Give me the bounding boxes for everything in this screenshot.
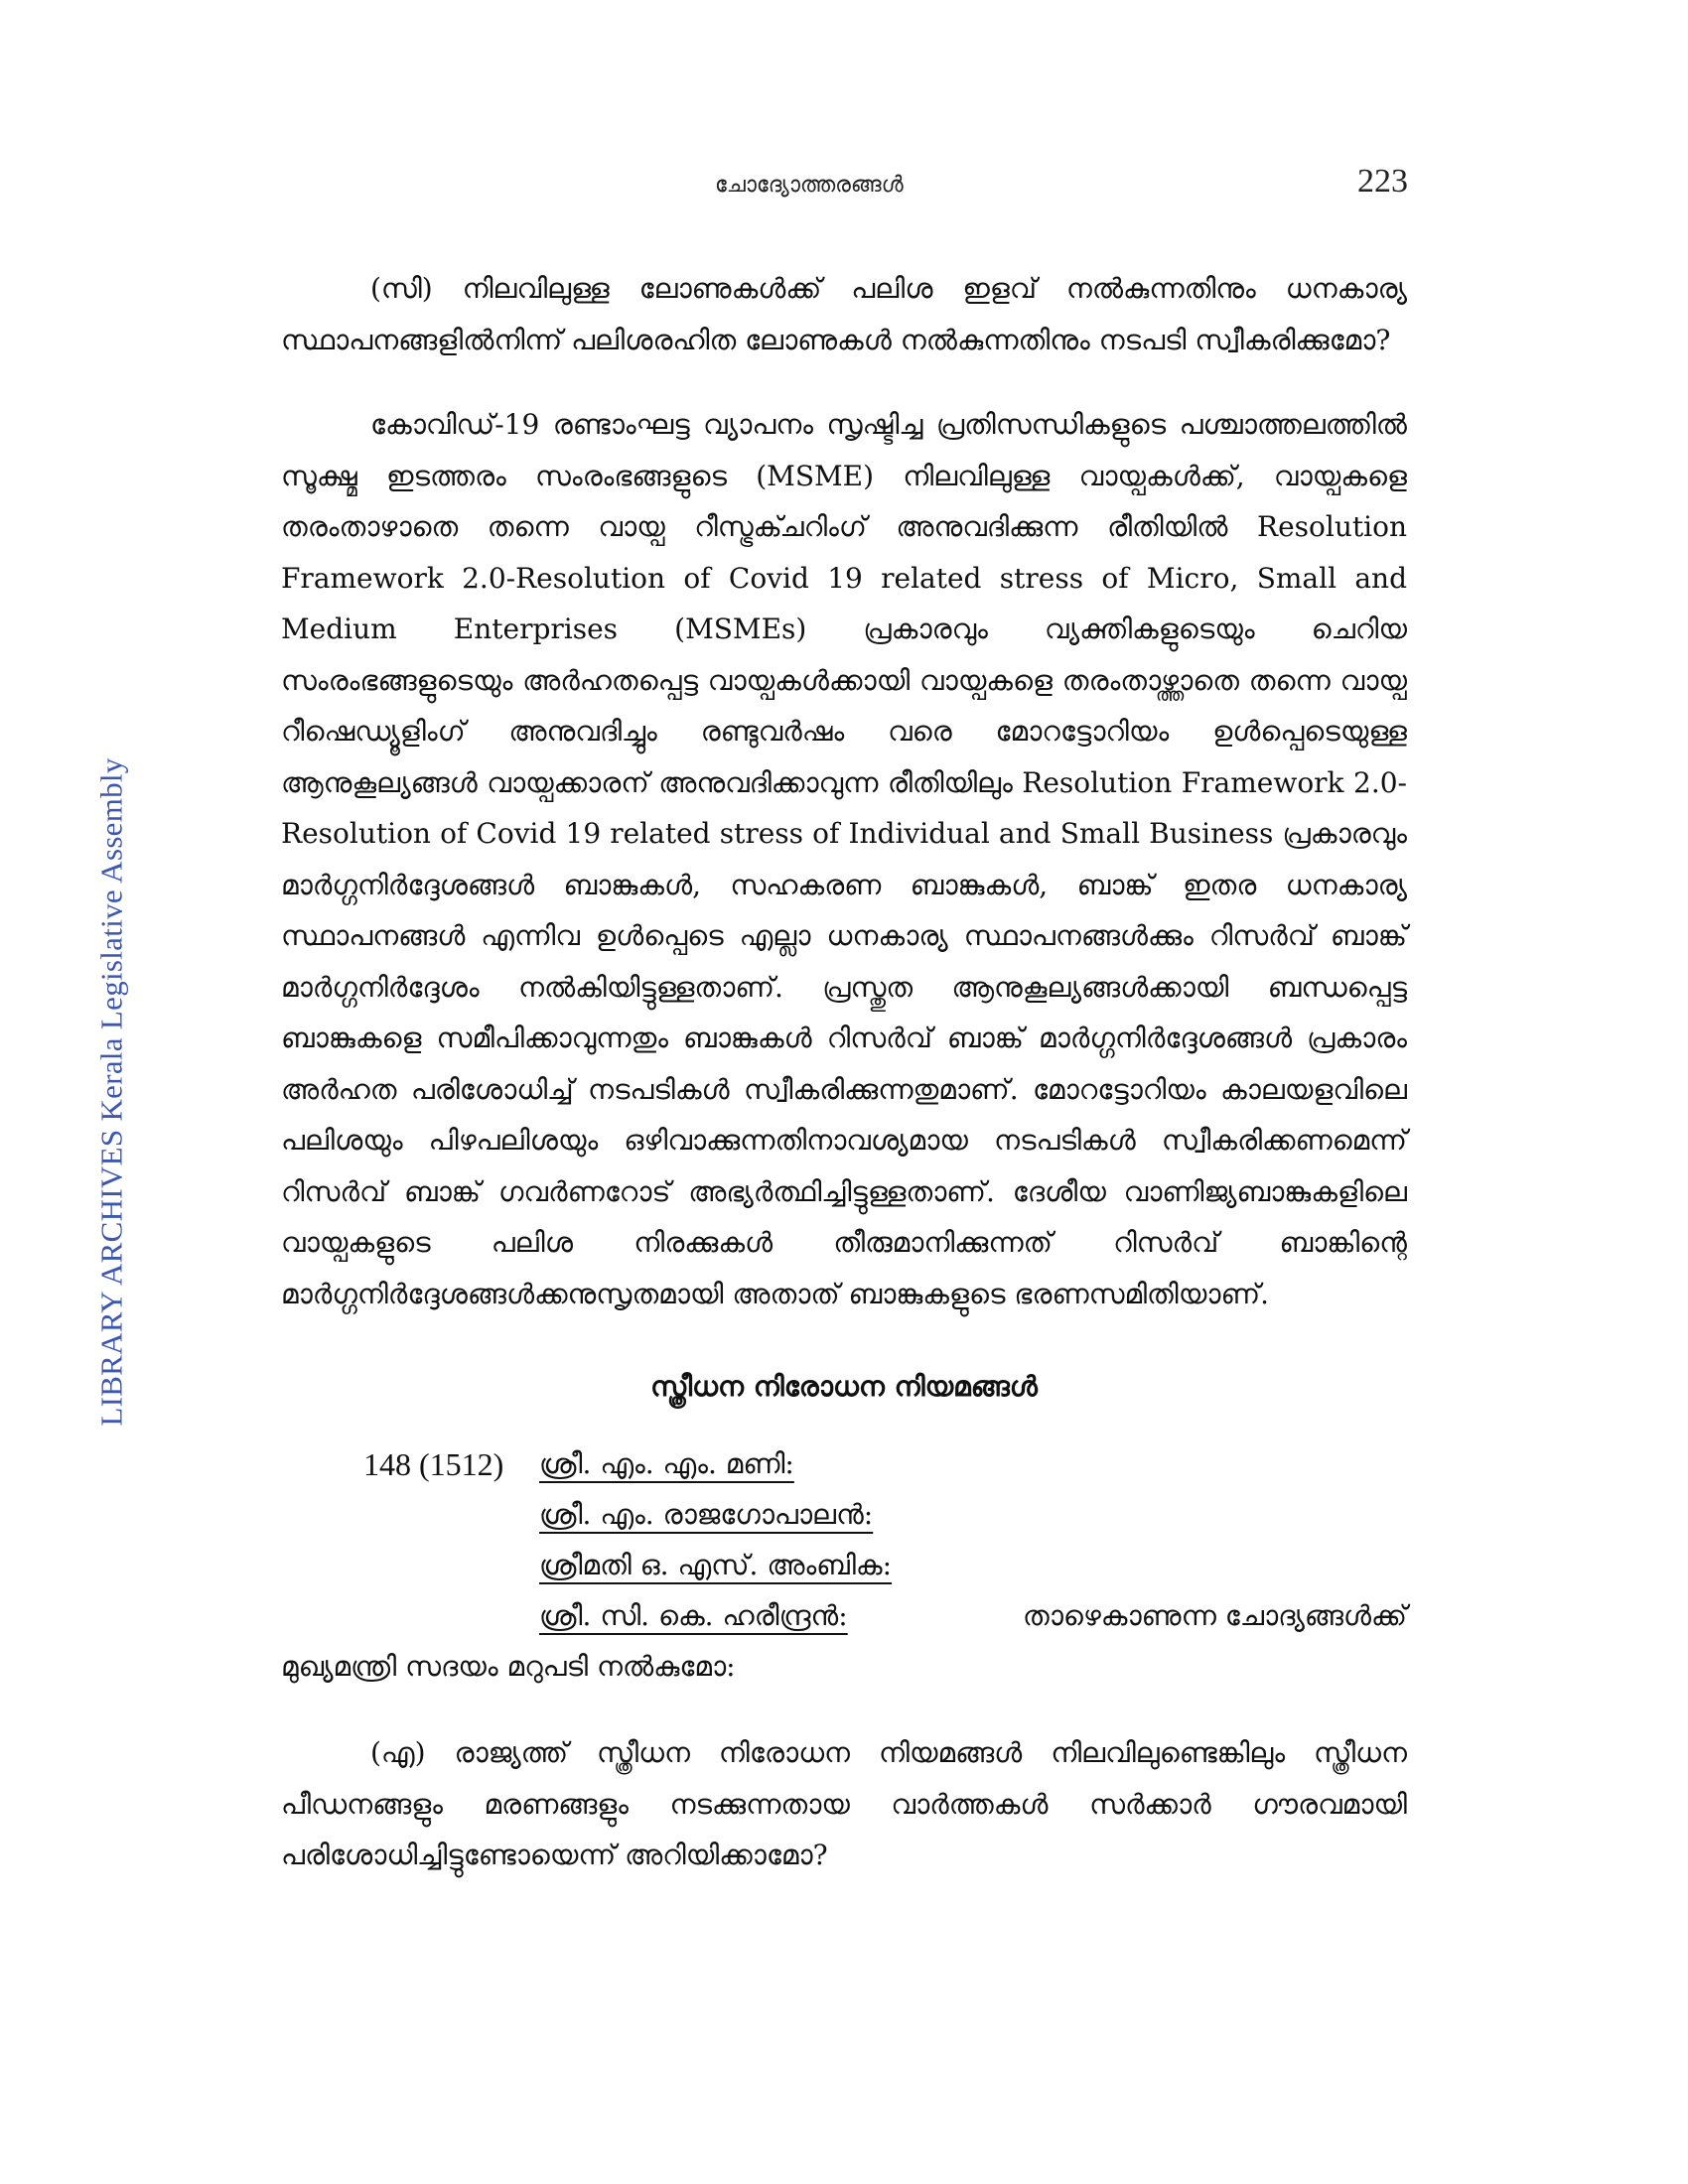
member-name xyxy=(539,1439,794,1489)
section-heading: സ്ത്രീധന നിരോധന നിയമങ്ങൾ xyxy=(650,1370,1038,1403)
member-name-text: ശ്രീ. എം. എം. മണി: xyxy=(539,1447,794,1480)
page-number: 223 xyxy=(1357,163,1408,200)
question-148-block xyxy=(281,1439,1407,1696)
running-head: ചോദ്യോത്തരങ്ങൾ xyxy=(715,173,904,198)
member-name xyxy=(539,1541,892,1590)
member-name-text: ശ്രീ. സി. കെ. ഹരീന്ദ്രൻ: xyxy=(539,1599,848,1632)
page-body xyxy=(281,263,1407,1881)
member-name-text: ശ്രീ. എം. രാജഗോപാലൻ: xyxy=(539,1498,874,1531)
member-name xyxy=(539,1490,873,1540)
archive-watermark xyxy=(87,735,137,1449)
question-c: (സി) നിലവിലുള്ള ലോണുകൾക്ക് പലിശ ഇളവ് നൽകുന്നതിനും ധനകാര്യ സ്ഥാപനങ്ങളിൽനിന്ന് പലിശരഹിത ലോണുകൾ നൽകുന്നതിനും നടപടി സ്വീകരിക്കുമോ? xyxy=(281,272,1407,356)
question-intro-text: താഴെകാണുന്ന ചോദ്യങ്ങൾക്ക് xyxy=(1022,1599,1407,1632)
member-name-last-line xyxy=(539,1591,1407,1641)
answer-paragraph: കോവിഡ്-19 രണ്ടാംഘട്ട വ്യാപനം സൃഷ്ടിച്ച പ്രതിസന്ധികളുടെ പശ്ചാത്തലത്തിൽ സൂക്ഷ്മ ഇടത്തരം സംരംഭങ്ങളുടെ (MSME) നിലവിലുള്ള വായ്പകൾക്ക്, വായ്പകളെ തരംതാഴാതെ തന്നെ വായ്പ റീസ്ട്രക്ചറിംഗ് അനുവദിക്കുന്ന രീതിയിൽ Resolution Framework 2.0-Resolution of Covid 19 related stress of Micro, Small and Medium Enterprises (MSMEs) പ്രകാരവും വ്യക്തികളുടെയും ചെറിയ സംരംഭങ്ങളുടെയും അർഹതപ്പെട്ട വായ്പകൾക്കായി വായ്പകളെ തരംതാഴ്ത്താതെ തന്നെ വായ്പ റീഷെഡ്യൂളിംഗ് അനുവദിച്ചും രണ്ടുവർഷം വരെ മോറട്ടോറിയം ഉൾപ്പെടെയുള്ള ആനുകൂല്യങ്ങൾ വായ്പക്കാരന് അനുവദിക്കാവുന്ന രീതിയിലും Resolution Framework 2.0- Resolution of Covid 19 related stress of Individual and Small Business പ്രകാരവും മാർഗ്ഗനിർദ്ദേശങ്ങൾ ബാങ്കുകൾ, സഹകരണ ബാങ്കുകൾ, ബാങ്ക് ഇതര ധനകാര്യ സ്ഥാപനങ്ങൾ എന്നിവ ഉൾപ്പെടെ എല്ലാ ധനകാര്യ സ്ഥാപനങ്ങൾക്കും റിസർവ് ബാങ്ക് മാർഗ്ഗനിർദ്ദേശം നൽകിയിട്ടുള്ളതാണ്. പ്രസ്തുത ആനുകൂല്യങ്ങൾക്കായി ബന്ധപ്പെട്ട ബാങ്കുകളെ സമീപിക്കാവുന്നതും ബാങ്കുകൾ റിസർവ് ബാങ്ക് മാർഗ്ഗനിർദ്ദേശങ്ങൾ പ്രകാരം അർഹത പരിശോധിച്ച് നടപടികൾ സ്വീകരിക്കുന്നതുമാണ്. മോറട്ടോറിയം കാലയളവിലെ പലിശയും പിഴപലിശയും ഒഴിവാക്കുന്നതിനാവശ്യമായ നടപടികൾ സ്വീകരിക്കണമെന്ന് റിസർവ് ബാങ്ക് ഗവർണറോട് അഭ്യർത്ഥിച്ചിട്ടുള്ളതാണ്. ദേശീയ വാണിജ്യബാങ്കുകളിലെ വായ്പകളുടെ പലിശ നിരക്കുകൾ തീരുമാനിക്കുന്നത് റിസർവ് ബാങ്കിന്റെ മാർഗ്ഗനിർദ്ദേശങ്ങൾക്കനുസൃതമായി അതാത് ബാങ്കുകളുടെ ഭരണസമിതിയാണ്. xyxy=(281,408,1407,1310)
question-number: 148 (1512) xyxy=(363,1446,504,1482)
question-a: (എ) രാജ്യത്ത് സ്ത്രീധന നിരോധന നിയമങ്ങൾ നിലവിലുണ്ടെങ്കിലും സ്ത്രീധന പീഡനങ്ങളും മരണങ്ങളും നടക്കുന്നതായ വാർത്തകൾ സർക്കാർ ഗൗരവമായി പരിശോധിച്ചിട്ടുണ്ടോയെന്ന് അറിയിക്കാമോ? xyxy=(281,1736,1407,1871)
member-name-text: ശ്രീമതി ഒ. എസ്. അംബിക: xyxy=(539,1549,893,1581)
watermark-text: LIBRARY ARCHIVES Kerala Legislative Assembly xyxy=(94,757,130,1427)
question-intro-continuation: മുഖ്യമന്ത്രി സദയം മറുപടി നൽകുമോ: xyxy=(281,1650,736,1683)
